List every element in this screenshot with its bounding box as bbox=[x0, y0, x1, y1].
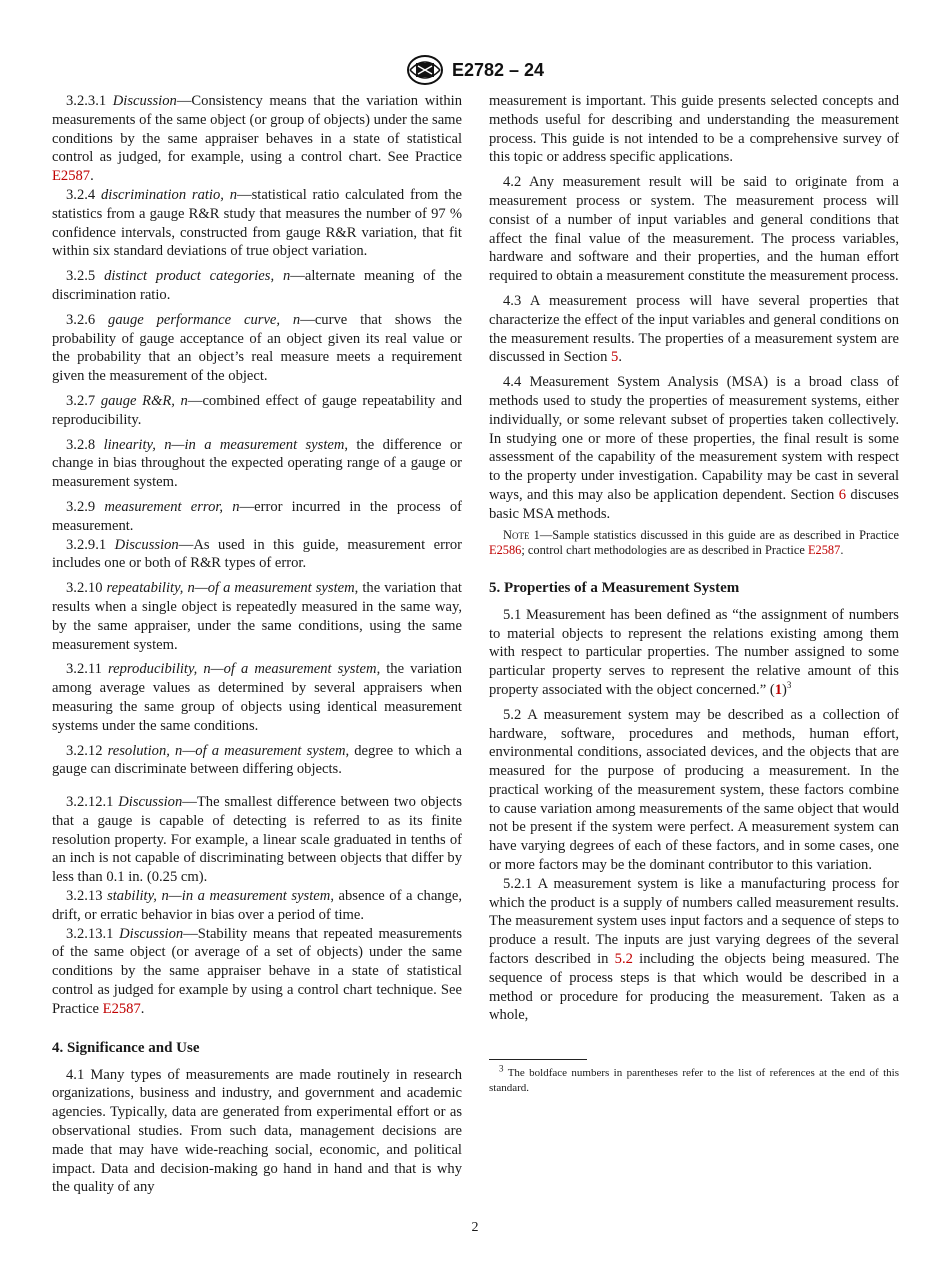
link-e2586[interactable]: E2586 bbox=[489, 543, 522, 558]
paragraph-4-1: 4.1 Many types of measurements are made routinely in research organizations, business and industry, and government and academic agencies. Typically, data are generated from experimental effort or as observational studies. From such data, management decisions are made that may have wide-reaching social, economic, and political impact. Data and decision-making go hand in hand and that is why the quality of any bbox=[52, 1066, 462, 1196]
footnote-marker[interactable]: 3 bbox=[786, 680, 792, 691]
paragraph-5-2-1: 5.2.1 A measurement system is like a manufacturing process for which the product is a supply of numbers called measurement results. The measurement system uses input factors and a sequence of steps to produce a result. The inputs are just varying degrees of the several factors described in 5.2 including the objects being measured. The sequence of process steps is that which would be described in a method or procedure for producing the measurement. Taken as a whole, bbox=[489, 875, 899, 1024]
page-number: 2 bbox=[471, 1220, 479, 1235]
astm-logo bbox=[406, 54, 444, 86]
paragraph-4-3: 4.3 A measurement process will have several properties that characterize the effect of the input variables and general conditions on the measurement results. The properties of a measurement system are discussed in Section 5. bbox=[489, 292, 899, 366]
paragraph-3-2-12-1: 3.2.12.1 Discussion—The smallest difference between two objects that a gauge is capable of detecting is referred to as its finite resolution property. For example, a linear scale graduated in tenths of an inch is not capable of discriminating between objects that differ by less than 0.1 in. (0.25 cm). bbox=[52, 794, 462, 886]
note-1: Note 1—Sample statistics discussed in this guide are as described in Practice E2586; control chart methodologies are as described in Practice E2587. bbox=[489, 527, 899, 558]
footnote-divider bbox=[489, 1059, 587, 1060]
paragraph-4-1-continued: measurement is important. This guide presents selected concepts and methods useful for describing and understanding the measurement process. This guide is not intended to be a comprehensive survey of this topic or address specific applications. bbox=[489, 93, 899, 166]
paragraph-5-1: 5.1 Measurement has been defined as “the assignment of numbers to material objects to represent the relations existing among them with respect to particular properties. The number assigned to some particular property serves to represent the relative amount of this property associated with the object concerned.” $(1)^3$ bbox=[489, 606, 899, 698]
link-section-5[interactable]: 5 bbox=[611, 349, 619, 366]
paragraph-3-2-9-1: 3.2.9.1 Discussion—As used in this guide, measurement error includes one or both of R&R types of error. bbox=[52, 536, 462, 572]
paragraph-3-2-11: 3.2.11 reproducibility, n—of a measurement system, the variation among average values as determined by several appraisers when measuring the same group of objects using identical measurement systems under the same conditions. bbox=[52, 661, 462, 734]
link-section-6[interactable]: 6 bbox=[838, 486, 846, 503]
paragraph-3-2-7: 3.2.7 gauge R&R, n—combined effect of gauge repeatability and reproducibility. bbox=[52, 392, 463, 428]
footnote-3: $^3$ The boldface numbers in parentheses refer to the list of references at the end of this standard. bbox=[489, 1063, 899, 1095]
link-e2587[interactable]: E2587 bbox=[102, 1000, 141, 1017]
paragraph-4-2: 4.2 Any measurement result will be said to originate from a measurement process or system. The measurement process will consist of a number of input variables and general conditions that affect the final value of the measurement. The process variables, hardware and software and their properties, and the human effort required to obtain a measurement constitute the measurement process. bbox=[489, 174, 900, 285]
document-id: E2782 – 24 bbox=[451, 59, 545, 80]
link-e2587[interactable]: E2587 bbox=[807, 543, 841, 558]
paragraph-3-2-13: 3.2.13 stability, n—in a measurement system, absence of a change, drift, or erratic behavior in bias over a period of time. bbox=[52, 888, 463, 923]
paragraph-3-2-6: 3.2.6 gauge performance curve, n—curve that shows the probability of gauge acceptance of an object given its real value or the probability that an object’s real measure meets a requirement given the measurement of the object. bbox=[52, 311, 462, 385]
page-header bbox=[0, 54, 950, 86]
link-section-5-2[interactable]: 5.2 bbox=[614, 951, 633, 968]
paragraph-3-2-3-1: 3.2.3.1 Discussion—Consistency means that the variation within measurements of the same object (or group of objects) under the same conditions by the same appraiser behaves in a state of statistical control as judged, for example, using a control chart. See Practice E2587. bbox=[52, 93, 462, 185]
paragraph-3-2-13-1: 3.2.13.1 Discussion—Stability means that repeated measurements of the same object (or average of a set of objects) under the same conditions by the same appraiser behave in a state of statistical control as judged for example by using a control chart technique. See Practice E2587. bbox=[52, 925, 462, 1017]
section-5-heading: 5. Properties of a Measurement System bbox=[489, 579, 740, 596]
paragraph-4-4: 4.4 Measurement System Analysis (MSA) is a broad class of methods used to study the properties of measurement systems, either individually, or some relevant subset of properties taken collectively. In studying one or more of these properties, the final result is some assessment of the capability of the measurement system with respect to the property under investigation. Capability may be cast in several ways, and this may also be application dependent. Section 6 discuses basic MSA methods. bbox=[489, 374, 899, 522]
right-column bbox=[489, 92, 899, 1107]
paragraph-3-2-4: 3.2.4 discrimination ratio, n—statistical ratio calculated from the statistics from a gauge R&R study that measures the number of 97 % confidence intervals, constructed from gauge R&R variation, that fit within six standard deviations of true object variation. bbox=[52, 186, 462, 260]
paragraph-3-2-12: 3.2.12 resolution, n—of a measurement system, degree to which a gauge can discriminate between differing objects. bbox=[52, 742, 462, 778]
left-column bbox=[52, 92, 462, 1197]
link-e2587[interactable]: E2587 bbox=[52, 168, 91, 185]
link-reference-1[interactable]: 1 bbox=[774, 681, 782, 698]
section-4-heading: 4. Significance and Use bbox=[52, 1039, 200, 1056]
paragraph-5-2: 5.2 A measurement system may be described as a collection of hardware, software, procedures and methods, human effort, environmental conditions, associated devices, and the objects that are measured for the purpose of producing a measurement. In the practical working of the measurement system, these factors combine to cause variation among measurements of the same object that would not be present if the system were perfect. A measurement system can have varying degrees of each of these factors, and in some cases, one or more factors may be the dominant contributor to this variation. bbox=[489, 706, 900, 874]
paragraph-3-2-9: 3.2.9 measurement error, n—error incurred in the process of measurement. bbox=[52, 498, 462, 534]
paragraph-3-2-5: 3.2.5 distinct product categories, n—alternate meaning of the discrimination ratio. bbox=[52, 268, 462, 303]
paragraph-3-2-8: 3.2.8 linearity, n—in a measurement system, the difference or change in bias throughout the expected operating range of a gauge or measurement system. bbox=[52, 436, 463, 491]
paragraph-3-2-10: 3.2.10 repeatability, n—of a measurement system, the variation that results when a single object is repeatedly measured in the same way, by the same appraiser, under the same conditions, using the same measurement system. bbox=[52, 580, 462, 653]
